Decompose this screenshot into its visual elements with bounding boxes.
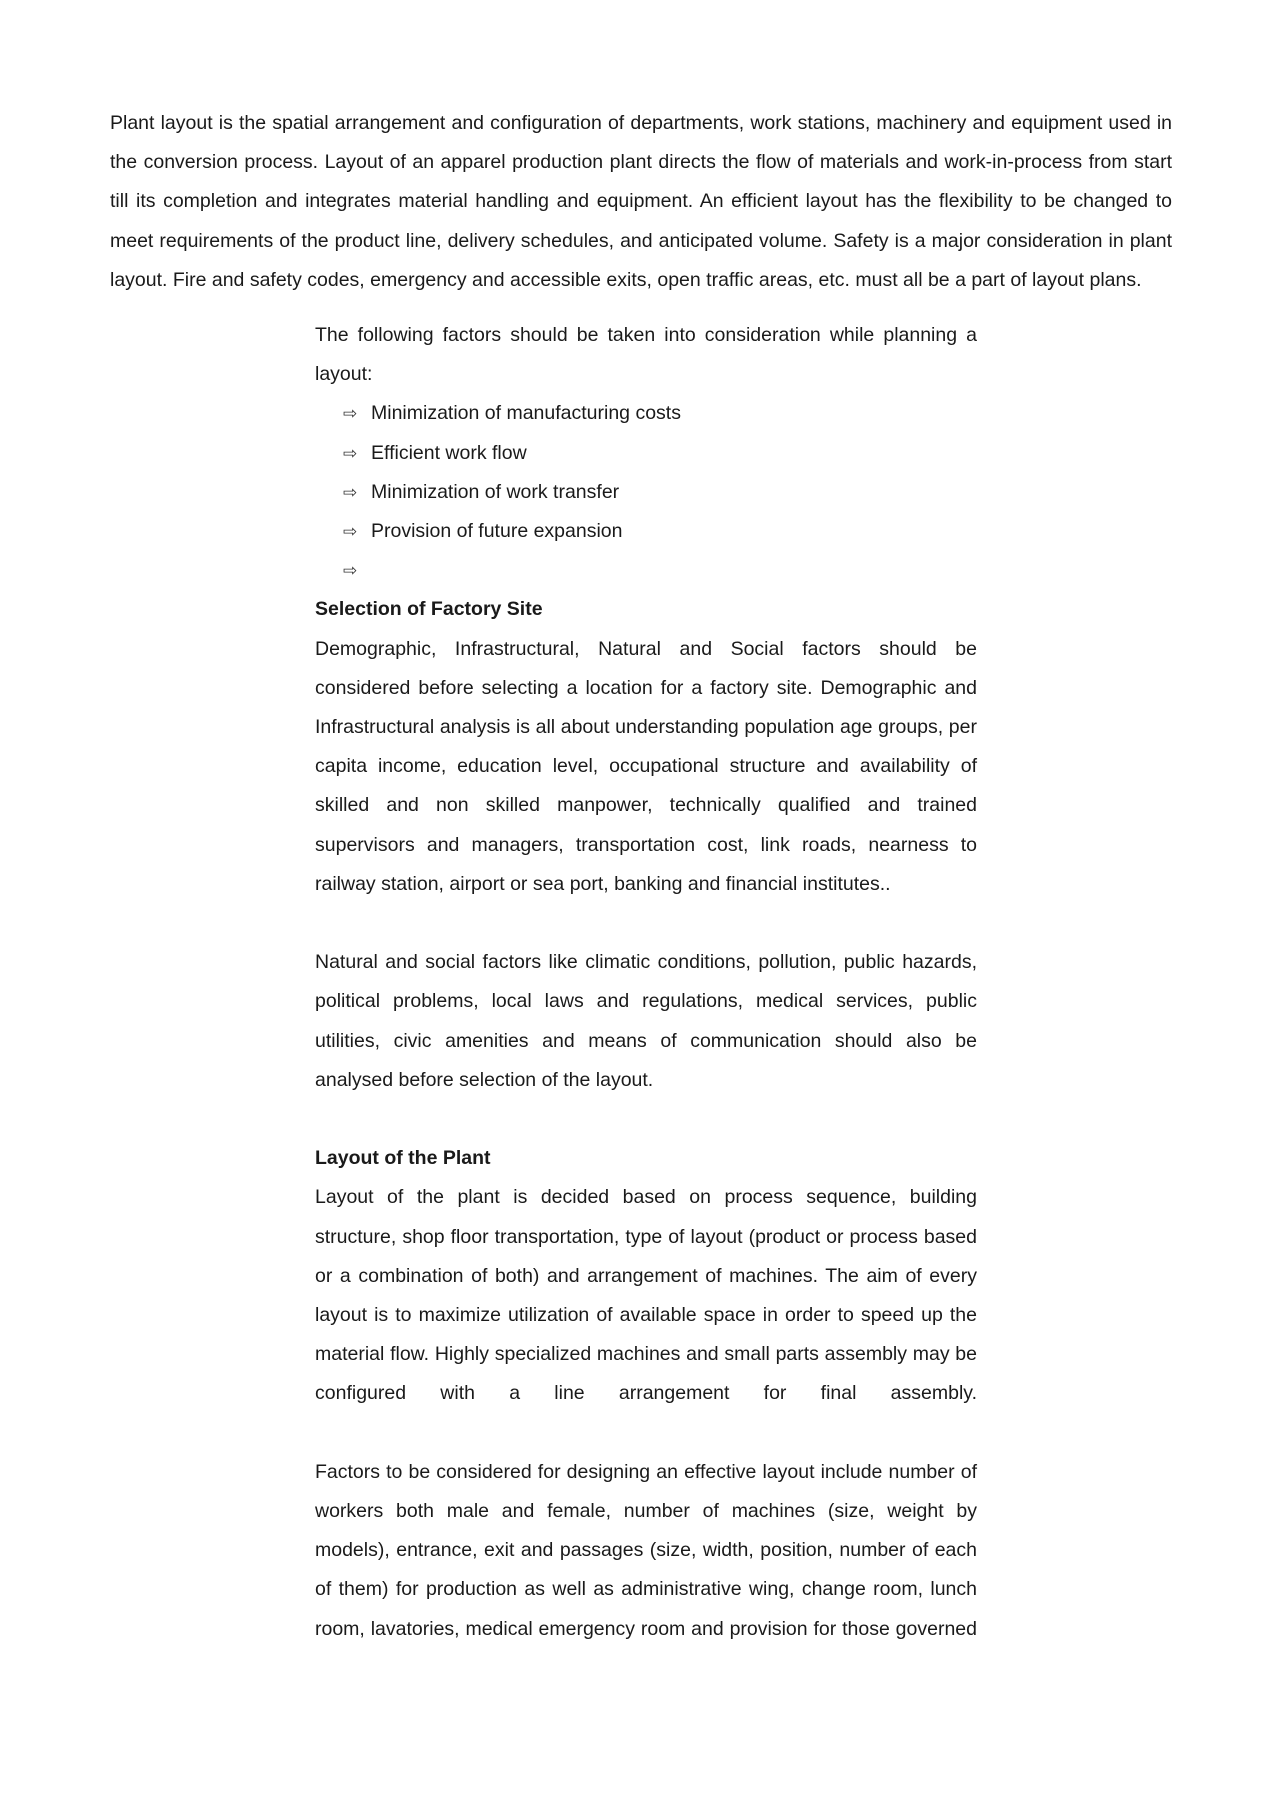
list-item-text: Minimization of work transfer: [371, 480, 620, 503]
paragraph-spacer: [315, 1100, 977, 1139]
factors-intro: The following factors should be taken into consideration while planning a layout:: [315, 324, 977, 386]
list-item-text: Minimization of manufacturing costs: [371, 402, 681, 425]
factors-list: [315, 394, 977, 590]
section-heading-factory-site: Selection of Factory Site: [315, 598, 543, 621]
list-item: [343, 473, 977, 512]
arrow-bullet-icon: ⇨: [343, 561, 358, 581]
list-item: [343, 512, 977, 551]
paragraph-spacer: [315, 904, 977, 943]
layout-plant-paragraph-1: Layout of the plant is decided based on process sequence, building structure, shop floor transportation, type of layout (product or process based or a combination of both) and arrangement of machines. The aim of every layout is to maximize utilization of available space in order to speed up the material flow. Highly specialized machines and small parts assembly may be configured with a line arrangement for final assembly.: [315, 1186, 977, 1405]
list-item-text: Provision of future expansion: [371, 519, 623, 542]
content-column: [315, 316, 977, 1649]
factory-site-paragraph-2: Natural and social factors like climatic conditions, pollution, public hazards, political problems, local laws and regulations, medical services, public utilities, civic amenities and means of communication should also be analysed before selection of the layout.: [315, 951, 977, 1091]
layout-plant-paragraph-2: Factors to be considered for designing an effective layout include number of workers both male and female, number of machines (size, weight by models), entrance, exit and passages (size, width, position, number of each of them) for production as well as administrative wing, change room, lunch room, lavatories, medical emergency room and provision for those governed: [315, 1460, 977, 1640]
list-item: [343, 434, 977, 473]
paragraph-spacer: [315, 1414, 977, 1453]
intro-paragraph: Plant layout is the spatial arrangement and configuration of departments, work stations, machinery and equipment used in the conversion process. Layout of an apparel production plant directs the flow of materials and work-in-process from start till its completion and integrates material handling and equipment. An efficient layout has the flexibility to be changed to meet requirements of the product line, delivery schedules, and anticipated volume. Safety is a major consideration in plant layout. Fire and safety codes, emergency and accessible exits, open traffic areas, etc. must all be a part of layout plans.: [110, 112, 1172, 291]
arrow-bullet-icon: ⇨: [343, 404, 358, 424]
arrow-bullet-icon: ⇨: [343, 521, 358, 541]
factory-site-paragraph-1: Demographic, Infrastructural, Natural and Social factors should be considered before selecting a location for a factory site. Demographic and Infrastructural analysis is all about understanding population age groups, per capita income, education level, occupational structure and availability of skilled and non skilled manpower, technically qualified and trained supervisors and managers, transportation cost, link roads, nearness to railway station, airport or sea port, banking and financial institutes..: [315, 637, 977, 895]
section-heading-layout-plant: Layout of the Plant: [315, 1147, 491, 1170]
list-item-text: Efficient work flow: [371, 441, 527, 464]
list-item: [343, 394, 977, 433]
arrow-bullet-icon: ⇨: [343, 443, 358, 463]
arrow-bullet-icon: ⇨: [343, 482, 358, 502]
list-item: [343, 551, 977, 590]
